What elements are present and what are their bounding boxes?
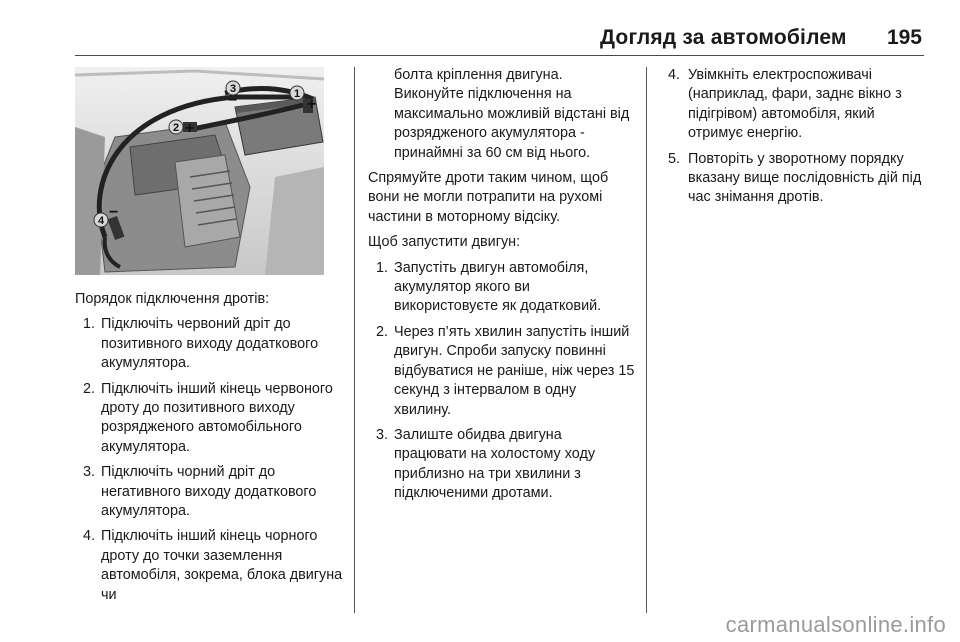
step-text: Запустіть двигун автомобіля, акумулятор якого ви використовуєте як додатковий. <box>394 259 602 315</box>
list-item <box>368 426 636 504</box>
step-number: 3. <box>376 426 389 443</box>
list-item <box>368 259 636 317</box>
step-text: Залиште обидва двигуна працювати на холостому ходу приблизно на три хвилини з підключеними дротами. <box>394 426 596 502</box>
step-number: 1. <box>83 316 96 333</box>
final-steps-list <box>668 66 928 208</box>
step-text: Увімкніть електроспоживачі (наприклад, фари, заднє вікно з підігрівом) автомобіля, який отримує енергію. <box>688 67 902 142</box>
step-text: Підключіть інший кінець чорного дроту до точки заземлення автомобіля, зокрема, блока двигуна чи <box>101 528 343 603</box>
watermark-text: carmanualsonline.info <box>725 612 946 637</box>
callout-1-sign: + <box>307 96 317 113</box>
step-number: 4. <box>83 528 96 545</box>
step-number: 2. <box>376 323 389 340</box>
step-number: 2. <box>83 380 96 397</box>
step-text: Через п’ять хвилин запустіть інший двигун. Спроби запуску повинні відбуватися не раніше, ніж через 15 секунд з інтервалом в одну хвилину. <box>394 323 635 418</box>
list-item <box>75 527 347 605</box>
cable-routing-paragraph: Спрямуйте дроти таким чином, щоб вони не могли потрапити на рухомі частини в моторному відсіку. <box>368 170 609 225</box>
step-number: 4. <box>668 67 681 83</box>
step-text: Підключіть чорний дріт до негативного виходу додаткового акумулятора. <box>101 464 317 520</box>
start-engine-heading: Щоб запустити двигун: <box>368 234 521 251</box>
step-number: 1. <box>376 259 389 276</box>
start-steps-list <box>368 259 636 504</box>
step-text: Підключіть інший кінець червоного дроту до позитивного виходу розрядженого автомобільного акумулятора. <box>101 380 333 455</box>
list-item <box>75 463 347 521</box>
list-item <box>368 323 636 420</box>
connection-order-intro: Порядок підключення дротів: <box>75 291 270 307</box>
header-divider <box>75 55 924 56</box>
callout-3-sign: − <box>228 92 238 109</box>
list-item <box>668 66 928 144</box>
page-number: 195 <box>886 26 922 49</box>
step-number: 5. <box>668 150 681 167</box>
step-number: 3. <box>83 464 96 481</box>
callout-4-number: 4 <box>97 215 105 227</box>
column-divider-1 <box>354 67 355 613</box>
step-continuation: болта кріплення двигуна. Виконуйте підключення на максимально можливій відстані від розрядженого акумулятора - принаймні за 60 см від нього. <box>394 67 630 161</box>
column-2 <box>368 66 636 510</box>
engine-bay-drawing <box>75 67 324 275</box>
page-header-title: Догляд за автомобілем <box>600 26 847 49</box>
column-divider-2 <box>646 67 647 613</box>
callout-3-number: 3 <box>229 83 237 95</box>
jump-start-illustration <box>75 67 324 275</box>
column-3 <box>668 66 928 214</box>
callout-2-sign: + <box>185 120 195 137</box>
list-item <box>75 380 347 458</box>
column-1 <box>75 290 347 611</box>
list-item <box>668 150 928 208</box>
list-item <box>75 315 347 373</box>
connection-steps-list <box>75 315 347 605</box>
callout-4-sign: − <box>109 204 119 221</box>
callout-1-number: 1 <box>293 88 301 100</box>
callout-2-number: 2 <box>172 122 180 134</box>
step-text: Повторіть у зворотному порядку вказану вище послідовність дій під час знімання дротів. <box>688 150 922 206</box>
step-text: Підключіть червоний дріт до позитивного виходу додаткового акумулятора. <box>101 316 319 372</box>
